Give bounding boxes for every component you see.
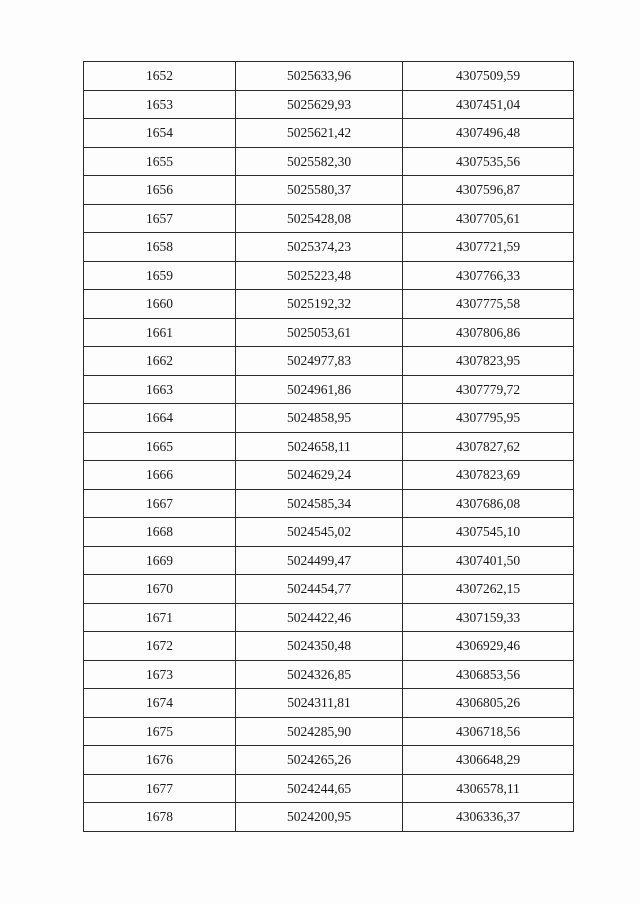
table-row (84, 404, 574, 433)
x-coordinate-cell: 5025192,32 (236, 290, 403, 319)
table-row (84, 632, 574, 661)
table-row (84, 261, 574, 290)
point-number-cell: 1668 (84, 518, 236, 547)
point-number-cell: 1670 (84, 575, 236, 604)
point-number-cell: 1678 (84, 803, 236, 832)
x-coordinate-cell: 5025621,42 (236, 119, 403, 148)
y-coordinate-cell: 4306578,11 (403, 774, 574, 803)
point-number-cell: 1674 (84, 689, 236, 718)
x-coordinate-cell: 5024499,47 (236, 546, 403, 575)
point-number-cell: 1663 (84, 375, 236, 404)
x-coordinate-cell: 5024977,83 (236, 347, 403, 376)
point-number-cell: 1657 (84, 204, 236, 233)
y-coordinate-cell: 4307686,08 (403, 489, 574, 518)
y-coordinate-cell: 4307779,72 (403, 375, 574, 404)
point-number-cell: 1653 (84, 90, 236, 119)
x-coordinate-cell: 5024422,46 (236, 603, 403, 632)
y-coordinate-cell: 4306336,37 (403, 803, 574, 832)
y-coordinate-cell: 4307535,56 (403, 147, 574, 176)
x-coordinate-cell: 5024858,95 (236, 404, 403, 433)
table-row (84, 603, 574, 632)
point-number-cell: 1656 (84, 176, 236, 205)
y-coordinate-cell: 4307596,87 (403, 176, 574, 205)
point-number-cell: 1661 (84, 318, 236, 347)
x-coordinate-cell: 5024326,85 (236, 660, 403, 689)
y-coordinate-cell: 4307262,15 (403, 575, 574, 604)
point-number-cell: 1654 (84, 119, 236, 148)
table-row (84, 233, 574, 262)
table-row (84, 717, 574, 746)
point-number-cell: 1658 (84, 233, 236, 262)
table-row (84, 461, 574, 490)
point-number-cell: 1665 (84, 432, 236, 461)
point-number-cell: 1669 (84, 546, 236, 575)
x-coordinate-cell: 5025374,23 (236, 233, 403, 262)
x-coordinate-cell: 5025582,30 (236, 147, 403, 176)
point-number-cell: 1673 (84, 660, 236, 689)
y-coordinate-cell: 4307806,86 (403, 318, 574, 347)
x-coordinate-cell: 5024285,90 (236, 717, 403, 746)
point-number-cell: 1672 (84, 632, 236, 661)
point-number-cell: 1660 (84, 290, 236, 319)
x-coordinate-cell: 5024311,81 (236, 689, 403, 718)
point-number-cell: 1662 (84, 347, 236, 376)
table-row (84, 375, 574, 404)
y-coordinate-cell: 4307496,48 (403, 119, 574, 148)
point-number-cell: 1667 (84, 489, 236, 518)
point-number-cell: 1676 (84, 746, 236, 775)
table-row (84, 318, 574, 347)
point-number-cell: 1652 (84, 62, 236, 91)
x-coordinate-cell: 5025428,08 (236, 204, 403, 233)
y-coordinate-cell: 4307795,95 (403, 404, 574, 433)
x-coordinate-cell: 5024244,65 (236, 774, 403, 803)
table-row (84, 176, 574, 205)
point-number-cell: 1655 (84, 147, 236, 176)
x-coordinate-cell: 5024545,02 (236, 518, 403, 547)
table-row (84, 546, 574, 575)
y-coordinate-cell: 4307766,33 (403, 261, 574, 290)
table-row (84, 746, 574, 775)
point-number-cell: 1671 (84, 603, 236, 632)
table-row (84, 204, 574, 233)
y-coordinate-cell: 4306648,29 (403, 746, 574, 775)
x-coordinate-cell: 5024454,77 (236, 575, 403, 604)
y-coordinate-cell: 4307823,95 (403, 347, 574, 376)
x-coordinate-cell: 5024629,24 (236, 461, 403, 490)
point-number-cell: 1675 (84, 717, 236, 746)
table-row (84, 62, 574, 91)
y-coordinate-cell: 4306929,46 (403, 632, 574, 661)
coordinates-table (83, 61, 574, 832)
y-coordinate-cell: 4307705,61 (403, 204, 574, 233)
y-coordinate-cell: 4307401,50 (403, 546, 574, 575)
y-coordinate-cell: 4307827,62 (403, 432, 574, 461)
table-row (84, 575, 574, 604)
y-coordinate-cell: 4306718,56 (403, 717, 574, 746)
y-coordinate-cell: 4307509,59 (403, 62, 574, 91)
table-row (84, 660, 574, 689)
y-coordinate-cell: 4307545,10 (403, 518, 574, 547)
y-coordinate-cell: 4307823,69 (403, 461, 574, 490)
point-number-cell: 1677 (84, 774, 236, 803)
x-coordinate-cell: 5025580,37 (236, 176, 403, 205)
table-row (84, 119, 574, 148)
x-coordinate-cell: 5024961,86 (236, 375, 403, 404)
table-row (84, 347, 574, 376)
x-coordinate-cell: 5025223,48 (236, 261, 403, 290)
y-coordinate-cell: 4307159,33 (403, 603, 574, 632)
y-coordinate-cell: 4307451,04 (403, 90, 574, 119)
y-coordinate-cell: 4307721,59 (403, 233, 574, 262)
table-row (84, 774, 574, 803)
x-coordinate-cell: 5025053,61 (236, 318, 403, 347)
table-row (84, 518, 574, 547)
table-row (84, 90, 574, 119)
table-row (84, 432, 574, 461)
table-row (84, 147, 574, 176)
table-row (84, 489, 574, 518)
table-row (84, 803, 574, 832)
y-coordinate-cell: 4307775,58 (403, 290, 574, 319)
x-coordinate-cell: 5025633,96 (236, 62, 403, 91)
x-coordinate-cell: 5024658,11 (236, 432, 403, 461)
y-coordinate-cell: 4306853,56 (403, 660, 574, 689)
table-row (84, 689, 574, 718)
x-coordinate-cell: 5024200,95 (236, 803, 403, 832)
point-number-cell: 1666 (84, 461, 236, 490)
table-row (84, 290, 574, 319)
x-coordinate-cell: 5024265,26 (236, 746, 403, 775)
x-coordinate-cell: 5025629,93 (236, 90, 403, 119)
point-number-cell: 1664 (84, 404, 236, 433)
point-number-cell: 1659 (84, 261, 236, 290)
y-coordinate-cell: 4306805,26 (403, 689, 574, 718)
coordinates-table-body (84, 62, 574, 832)
x-coordinate-cell: 5024350,48 (236, 632, 403, 661)
x-coordinate-cell: 5024585,34 (236, 489, 403, 518)
